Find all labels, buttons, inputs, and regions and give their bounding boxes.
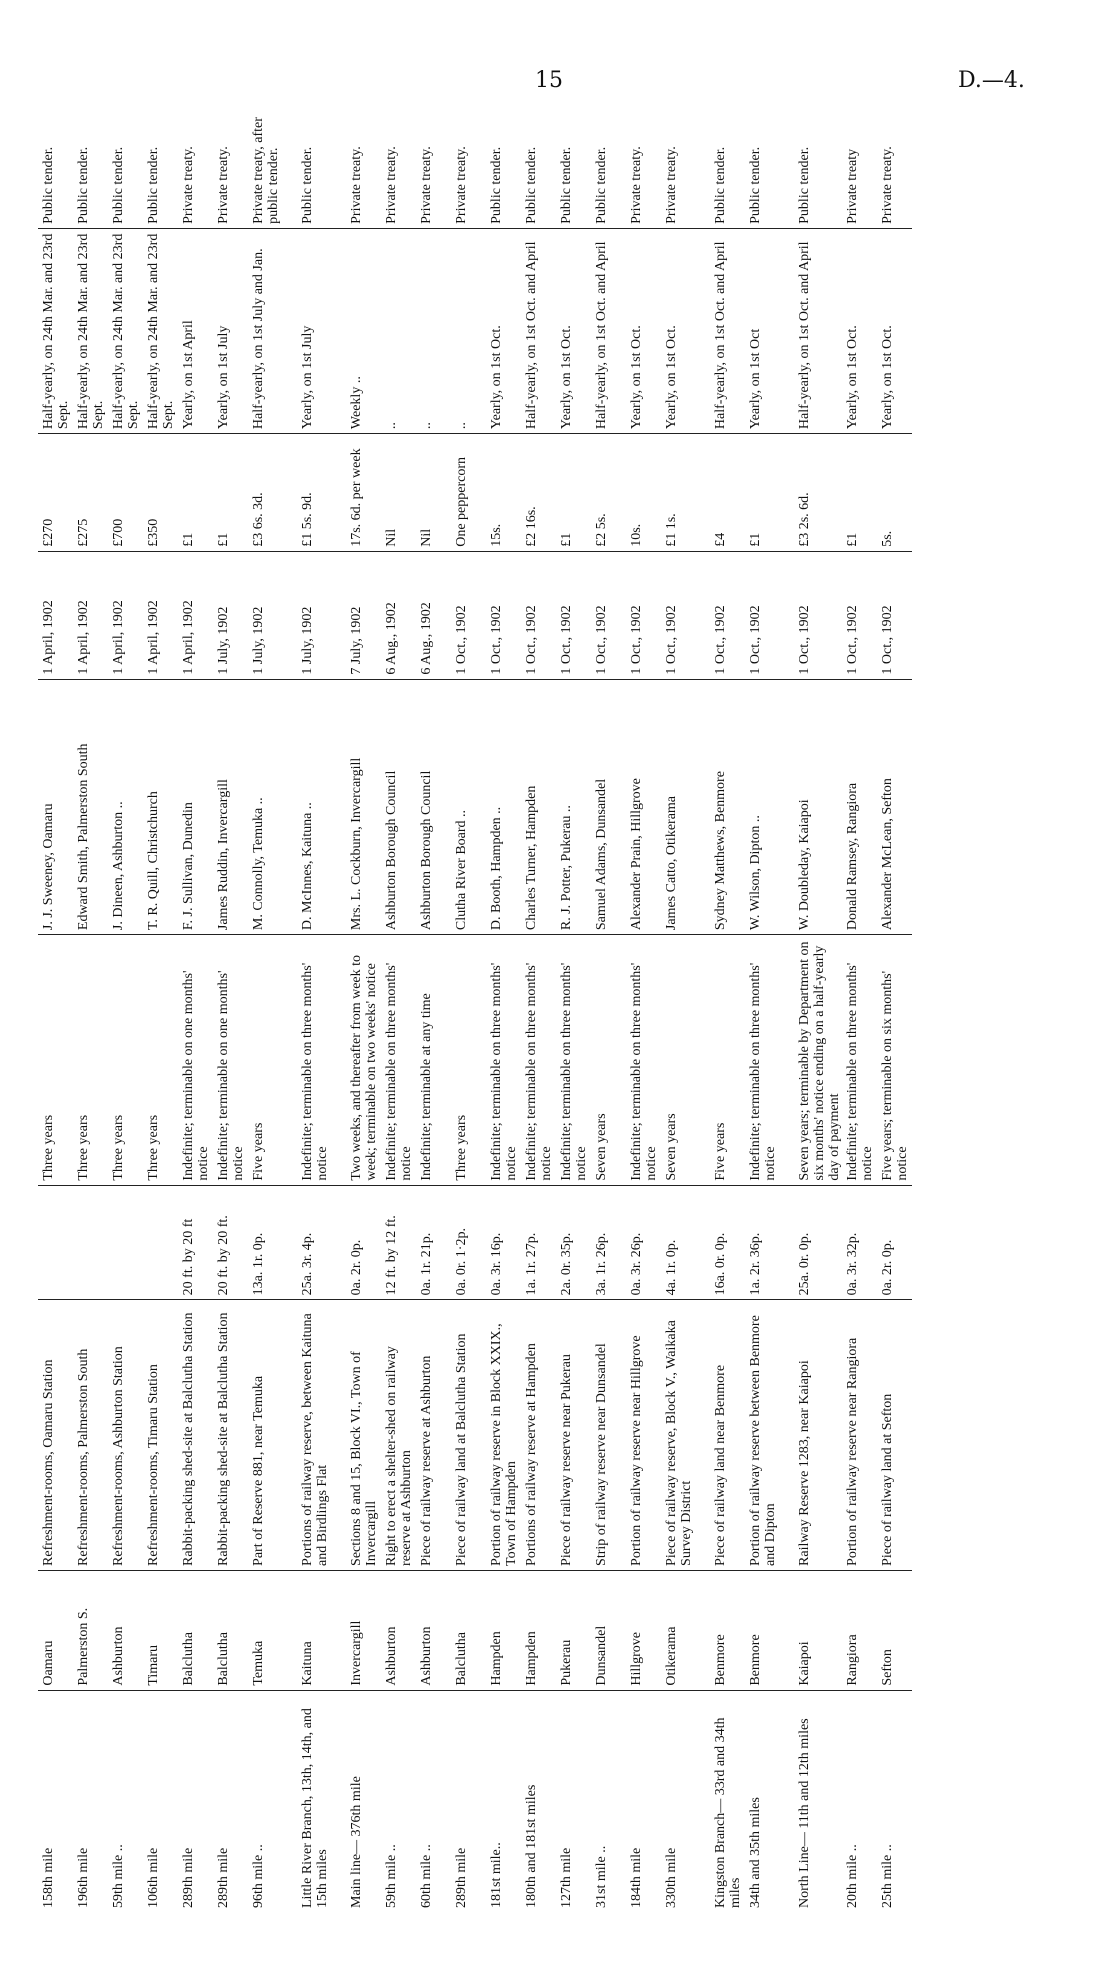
station-cell: Ashburton — [416, 1570, 451, 1690]
station-cell: Balclutha — [178, 1570, 213, 1690]
term-cell: Indefinite; terminable on three months' notice — [745, 935, 780, 1186]
description-cell: Refreshment-rooms, Palmerston South — [73, 1300, 108, 1571]
location-cell: Little River Branch, 13th, 14th, and 15th miles — [300, 1708, 330, 1908]
description-cell: Refreshment-rooms, Oamaru Station — [38, 1300, 73, 1571]
table-row — [381, 97, 416, 1912]
area-cell: 0a. 1r. 21p. — [416, 1185, 451, 1300]
location-cell: 60th mile .. — [419, 1844, 434, 1908]
disposal-cell: Public tender. — [521, 97, 556, 228]
disposal-cell: Private treaty. — [416, 97, 451, 228]
table-row — [248, 97, 283, 1912]
payment-cell: Yearly, on 1st Oct — [745, 228, 780, 433]
station-cell: Invercargill — [346, 1570, 381, 1690]
station-cell: Hampden — [486, 1570, 521, 1690]
rotated-lease-table — [38, 97, 1078, 1912]
area-cell: 16a. 0r. 0p. — [710, 1185, 745, 1300]
date-cell: 6 Aug., 1902 — [416, 551, 451, 679]
table-row — [486, 97, 521, 1912]
section-gap — [332, 97, 346, 1912]
disposal-cell: Private treaty. — [877, 97, 912, 228]
term-cell: Five years; terminable on six months' notice — [877, 935, 912, 1186]
location-cell: 106th mile — [146, 1847, 161, 1908]
table-row — [591, 97, 626, 1912]
area-cell — [38, 1185, 73, 1300]
table-row — [556, 97, 591, 1912]
description-cell: Piece of railway land near Benmore — [710, 1300, 745, 1571]
date-cell: 7 July, 1902 — [346, 551, 381, 679]
rent-cell: £1 5s. 9d. — [297, 434, 332, 552]
table-row — [451, 97, 486, 1912]
lessee-cell: Sydney Matthews, Benmore — [710, 679, 745, 935]
area-cell: 12 ft. by 12 ft. — [381, 1185, 416, 1300]
location-cell: 31st mile .. — [594, 1845, 609, 1908]
disposal-cell: Public tender. — [591, 97, 626, 228]
area-cell: 13a. 1r. 0p. — [248, 1185, 283, 1300]
rent-cell: £4 — [710, 434, 745, 552]
table-row — [143, 97, 178, 1912]
lessee-cell: R. J. Potter, Pukerau .. — [556, 679, 591, 935]
station-cell: Hampden — [521, 1570, 556, 1690]
table-row — [73, 97, 108, 1912]
rent-cell: Nil — [381, 434, 416, 552]
table-row — [710, 97, 745, 1912]
description-cell: Portion of railway reserve near Hillgrove — [626, 1300, 661, 1571]
location-cell: 20th mile .. — [845, 1844, 860, 1908]
area-cell: 0a. 3r. 16p. — [486, 1185, 521, 1300]
disposal-cell: Private treaty — [842, 97, 877, 228]
payment-cell: Yearly, on 1st Oct. — [877, 228, 912, 433]
lessee-cell: W. Wilson, Dipton .. — [745, 679, 780, 935]
location-cell: 289th mile — [454, 1847, 469, 1908]
disposal-cell: Public tender. — [556, 97, 591, 228]
lessee-cell: Edward Smith, Palmerston South — [73, 679, 108, 935]
area-cell — [108, 1185, 143, 1300]
rent-cell: £1 — [556, 434, 591, 552]
area-cell: 0a. 2r. 0p. — [346, 1185, 381, 1300]
payment-cell: Yearly, on 1st Oct. — [626, 228, 661, 433]
area-cell — [73, 1185, 108, 1300]
lessee-cell: Clutha River Board .. — [451, 679, 486, 935]
rent-cell: £1 1s. — [661, 434, 696, 552]
payment-cell: Yearly, on 1st Oct. — [661, 228, 696, 433]
description-cell: Portion of railway reserve between Benmore and Dipton — [745, 1300, 780, 1571]
term-cell: Three years — [38, 935, 73, 1186]
term-cell: Five years — [248, 935, 283, 1186]
table-row — [745, 97, 780, 1912]
payment-cell: Half-yearly, on 24th Mar. and 23rd Sept. — [143, 228, 178, 433]
lessee-cell: D. McInnes, Kaituna .. — [297, 679, 332, 935]
lease-table — [38, 97, 912, 1912]
description-cell: Refreshment-rooms, Ashburton Station — [108, 1300, 143, 1571]
table-row — [213, 97, 248, 1912]
lessee-cell: Alexander McLean, Sefton — [877, 679, 912, 935]
station-cell: Pukerau — [556, 1570, 591, 1690]
term-cell: Seven years — [661, 935, 696, 1186]
rent-cell: £1 — [178, 434, 213, 552]
date-cell: 1 Oct., 1902 — [842, 551, 877, 679]
description-cell: Rabbit-packing shed-site at Balclutha Station — [178, 1300, 213, 1571]
term-cell: Three years — [143, 935, 178, 1186]
lessee-cell: Donald Ramsey, Rangiora — [842, 679, 877, 935]
rent-cell: £700 — [108, 434, 143, 552]
payment-cell: Yearly, on 1st Oct. — [486, 228, 521, 433]
payment-cell: .. — [381, 228, 416, 433]
section-gap — [780, 97, 794, 1912]
description-cell: Portion of railway reserve in Block XXIX., Town of Hampden — [486, 1300, 521, 1571]
rent-cell: 10s. — [626, 434, 661, 552]
table-row — [626, 97, 661, 1912]
date-cell: 1 April, 1902 — [108, 551, 143, 679]
disposal-cell: Private treaty. — [661, 97, 696, 228]
payment-cell: Half-yearly, on 1st July and Jan. — [248, 228, 283, 433]
table-row — [794, 97, 842, 1912]
date-cell: 1 Oct., 1902 — [710, 551, 745, 679]
description-cell: Sections 8 and 15, Block VI., Town of Invercargill — [346, 1300, 381, 1571]
payment-cell: Yearly, on 1st Oct. — [556, 228, 591, 433]
date-cell: 1 Oct., 1902 — [794, 551, 842, 679]
location-cell: 289th mile — [216, 1847, 231, 1908]
lessee-cell: Charles Turner, Hampden — [521, 679, 556, 935]
location-cell: 180th and 181st miles — [524, 1784, 539, 1908]
table-row — [661, 97, 696, 1912]
description-cell: Railway Reserve 1283, near Kaiapoi — [794, 1300, 842, 1571]
date-cell: 1 April, 1902 — [143, 551, 178, 679]
term-cell: Indefinite; terminable on one months' notice — [213, 935, 248, 1186]
date-cell: 1 Oct., 1902 — [591, 551, 626, 679]
location-cell: 96th mile .. — [251, 1844, 266, 1908]
station-cell: Balclutha — [451, 1570, 486, 1690]
description-cell: Right to erect a shelter-shed on railway reserve at Ashburton — [381, 1300, 416, 1571]
location-cell: 59th mile .. — [111, 1844, 126, 1908]
location-cell: 196th mile — [76, 1847, 91, 1908]
area-cell: 0a. 0r. 1·2p. — [451, 1185, 486, 1300]
station-cell: Benmore — [710, 1570, 745, 1690]
disposal-cell: Private treaty. — [213, 97, 248, 228]
date-cell: 1 Oct., 1902 — [451, 551, 486, 679]
location-cell: 127th mile — [559, 1847, 574, 1908]
rent-cell: £1 — [842, 434, 877, 552]
lessee-cell: James Catto, Otikerama — [661, 679, 696, 935]
station-cell: Temuka — [248, 1570, 283, 1690]
date-cell: 1 July, 1902 — [297, 551, 332, 679]
station-cell: Sefton — [877, 1570, 912, 1690]
payment-cell: Half-yearly, on 24th Mar. and 23rd Sept. — [108, 228, 143, 433]
date-cell: 1 July, 1902 — [213, 551, 248, 679]
lessee-cell: D. Booth, Hampden .. — [486, 679, 521, 935]
description-cell: Piece of railway reserve, Block V., Waikaka Survey District — [661, 1300, 696, 1571]
date-cell: 1 Oct., 1902 — [521, 551, 556, 679]
rent-cell: £3 2s. 6d. — [794, 434, 842, 552]
station-cell: Kaiapoi — [794, 1570, 842, 1690]
disposal-cell: Public tender. — [73, 97, 108, 228]
table-row — [178, 97, 213, 1912]
lessee-cell: Samuel Adams, Dunsandel — [591, 679, 626, 935]
term-cell: Indefinite; terminable on three months' notice — [842, 935, 877, 1186]
payment-cell: Half-yearly, on 24th Mar. and 23rd Sept. — [38, 228, 73, 433]
term-cell: Indefinite; terminable on one months' notice — [178, 935, 213, 1186]
area-cell: 2a. 0r. 35p. — [556, 1185, 591, 1300]
disposal-cell: Public tender. — [108, 97, 143, 228]
table-row — [38, 97, 73, 1912]
lessee-cell: T. R. Quill, Christchurch — [143, 679, 178, 935]
lessee-cell: M. Connolly, Temuka .. — [248, 679, 283, 935]
payment-cell: Yearly, on 1st July — [213, 228, 248, 433]
lessee-cell: J. J. Sweeney, Oamaru — [38, 679, 73, 935]
location-cell: Main line— 376th mile — [349, 1776, 364, 1908]
date-cell: 1 April, 1902 — [178, 551, 213, 679]
disposal-cell: Public tender. — [794, 97, 842, 228]
section-gap — [696, 97, 710, 1912]
rent-cell: £1 — [213, 434, 248, 552]
location-cell: 181st mile.. — [489, 1842, 504, 1908]
location-cell: 330th mile — [664, 1847, 679, 1908]
rent-cell: 5s. — [877, 434, 912, 552]
description-cell: Portion of railway reserve near Rangiora — [842, 1300, 877, 1571]
table-row — [521, 97, 556, 1912]
area-cell: 1a. 1r. 27p. — [521, 1185, 556, 1300]
area-cell: 20 ft. by 20 ft — [178, 1185, 213, 1300]
payment-cell: .. — [451, 228, 486, 433]
description-cell: Rabbit-packing shed-site at Balclutha Station — [213, 1300, 248, 1571]
area-cell: 1a. 2r. 36p. — [745, 1185, 780, 1300]
lessee-cell: Ashburton Borough Council — [416, 679, 451, 935]
area-cell: 25a. 0r. 0p. — [794, 1185, 842, 1300]
station-cell: Rangiora — [842, 1570, 877, 1690]
location-cell: 34th and 35th miles — [748, 1797, 763, 1908]
description-cell: Strip of railway reserve near Dunsandel — [591, 1300, 626, 1571]
station-cell: Ashburton — [108, 1570, 143, 1690]
payment-cell: Yearly, on 1st April — [178, 228, 213, 433]
payment-cell: Half-yearly, on 1st Oct. and April — [794, 228, 842, 433]
term-cell: Indefinite; terminable on three months' notice — [521, 935, 556, 1186]
location-cell: 289th mile — [181, 1847, 196, 1908]
term-cell: Indefinite; terminable on three months' notice — [556, 935, 591, 1186]
date-cell: 1 July, 1902 — [248, 551, 283, 679]
area-cell: 0a. 3r. 32p. — [842, 1185, 877, 1300]
disposal-cell: Public tender. — [486, 97, 521, 228]
term-cell: Three years — [451, 935, 486, 1186]
location-cell: 25th mile .. — [880, 1844, 895, 1908]
area-cell: 0a. 3r. 26p. — [626, 1185, 661, 1300]
disposal-cell: Public tender. — [38, 97, 73, 228]
payment-cell: Yearly, on 1st Oct. — [842, 228, 877, 433]
description-cell: Piece of railway reserve at Ashburton — [416, 1300, 451, 1571]
station-cell: Timaru — [143, 1570, 178, 1690]
description-cell: Part of Reserve 881, near Temuka — [248, 1300, 283, 1571]
date-cell: 1 Oct., 1902 — [626, 551, 661, 679]
rent-cell: £350 — [143, 434, 178, 552]
page-number: 15 — [535, 68, 563, 93]
term-cell: Seven years — [591, 935, 626, 1186]
rent-cell: 17s. 6d. per week — [346, 434, 381, 552]
station-cell: Otikerama — [661, 1570, 696, 1690]
date-cell: 1 April, 1902 — [38, 551, 73, 679]
disposal-cell: Private treaty. — [381, 97, 416, 228]
term-cell: Three years — [108, 935, 143, 1186]
description-cell: Refreshment-rooms, Timaru Station — [143, 1300, 178, 1571]
area-cell: 3a. 1r. 26p. — [591, 1185, 626, 1300]
area-cell: 20 ft. by 20 ft. — [213, 1185, 248, 1300]
rent-cell: £3 6s. 3d. — [248, 434, 283, 552]
station-cell: Benmore — [745, 1570, 780, 1690]
rent-cell: One peppercorn — [451, 434, 486, 552]
description-cell: Piece of railway reserve near Pukerau — [556, 1300, 591, 1571]
payment-cell: Half-yearly, on 1st Oct. and April — [521, 228, 556, 433]
location-cell: 59th mile .. — [384, 1844, 399, 1908]
lessee-cell: J. Dineen, Ashburton .. — [108, 679, 143, 935]
disposal-cell: Public tender. — [297, 97, 332, 228]
payment-cell: Weekly .. — [346, 228, 381, 433]
date-cell: 1 Oct., 1902 — [486, 551, 521, 679]
payment-cell: Yearly, on 1st July — [297, 228, 332, 433]
description-cell: Portions of railway reserve, between Kaituna and Birdlings Flat — [297, 1300, 332, 1571]
section-gap — [283, 97, 297, 1912]
rent-cell: £2 16s. — [521, 434, 556, 552]
disposal-cell: Private treaty. — [626, 97, 661, 228]
rent-cell: £275 — [73, 434, 108, 552]
lessee-cell: F. J. Sullivan, Dunedin — [178, 679, 213, 935]
term-cell: Indefinite; terminable on three months' notice — [486, 935, 521, 1186]
document-reference: D.—4. — [958, 68, 1025, 93]
disposal-cell: Private treaty, after public tender. — [248, 97, 283, 228]
disposal-cell: Public tender. — [710, 97, 745, 228]
date-cell: 1 Oct., 1902 — [556, 551, 591, 679]
disposal-cell: Private treaty. — [346, 97, 381, 228]
lessee-cell: Ashburton Borough Council — [381, 679, 416, 935]
description-cell: Portions of railway reserve at Hampden — [521, 1300, 556, 1571]
area-cell: 0a. 2r. 0p. — [877, 1185, 912, 1300]
date-cell: 1 Oct., 1902 — [877, 551, 912, 679]
disposal-cell: Public tender. — [745, 97, 780, 228]
location-cell: North Line— 11th and 12th miles — [797, 1718, 812, 1908]
payment-cell: Half-yearly, on 24th Mar. and 23rd Sept. — [73, 228, 108, 433]
date-cell: 1 Oct., 1902 — [745, 551, 780, 679]
table-row — [346, 97, 381, 1912]
date-cell: 6 Aug., 1902 — [381, 551, 416, 679]
disposal-cell: Private treaty. — [178, 97, 213, 228]
table-row — [877, 97, 912, 1912]
area-cell: 4a. 1r. 0p. — [661, 1185, 696, 1300]
table-row — [416, 97, 451, 1912]
date-cell: 1 April, 1902 — [73, 551, 108, 679]
lessee-cell: Alexander Prain, Hillgrove — [626, 679, 661, 935]
station-cell: Kaituna — [297, 1570, 332, 1690]
rent-cell: £270 — [38, 434, 73, 552]
area-cell: 25a. 3r. 4p. — [297, 1185, 332, 1300]
lease-table-body — [38, 97, 912, 1912]
station-cell: Balclutha — [213, 1570, 248, 1690]
description-cell: Piece of railway land at Sefton — [877, 1300, 912, 1571]
rent-cell: Nil — [416, 434, 451, 552]
lessee-cell: James Ruddin, Invercargill — [213, 679, 248, 935]
table-row — [297, 97, 332, 1912]
description-cell: Piece of railway land at Balclutha Station — [451, 1300, 486, 1571]
rent-cell: £1 — [745, 434, 780, 552]
term-cell: Seven years; terminable by Department on six months' notice ending on a half-yearly day of payment — [794, 935, 842, 1186]
term-cell: Five years — [710, 935, 745, 1186]
area-cell — [143, 1185, 178, 1300]
payment-cell: Half-yearly, on 1st Oct. and April — [710, 228, 745, 433]
station-cell: Dunsandel — [591, 1570, 626, 1690]
location-cell: 184th mile — [629, 1847, 644, 1908]
term-cell: Two weeks, and thereafter from week to week; terminable on two weeks' notice — [346, 935, 381, 1186]
term-cell: Indefinite; terminable on three months' notice — [381, 935, 416, 1186]
payment-cell: .. — [416, 228, 451, 433]
term-cell: Three years — [73, 935, 108, 1186]
rent-cell: 15s. — [486, 434, 521, 552]
lessee-cell: W. Doubleday, Kaiapoi — [794, 679, 842, 935]
date-cell: 1 Oct., 1902 — [661, 551, 696, 679]
table-row — [842, 97, 877, 1912]
term-cell: Indefinite; terminable at any time — [416, 935, 451, 1186]
location-cell: Kingston Branch— 33rd and 34th miles — [713, 1717, 743, 1908]
station-cell: Hillgrove — [626, 1570, 661, 1690]
term-cell: Indefinite; terminable on three months' notice — [626, 935, 661, 1186]
station-cell: Oamaru — [38, 1570, 73, 1690]
rent-cell: £2 5s. — [591, 434, 626, 552]
lessee-cell: Mrs. L. Cockburn, Invercargill — [346, 679, 381, 935]
table-row — [108, 97, 143, 1912]
station-cell: Ashburton — [381, 1570, 416, 1690]
location-cell: 158th mile — [41, 1847, 56, 1908]
disposal-cell: Public tender. — [143, 97, 178, 228]
station-cell: Palmerston S. — [73, 1570, 108, 1690]
term-cell: Indefinite; terminable on three months' notice — [297, 935, 332, 1186]
disposal-cell: Private treaty. — [451, 97, 486, 228]
payment-cell: Half-yearly, on 1st Oct. and April — [591, 228, 626, 433]
